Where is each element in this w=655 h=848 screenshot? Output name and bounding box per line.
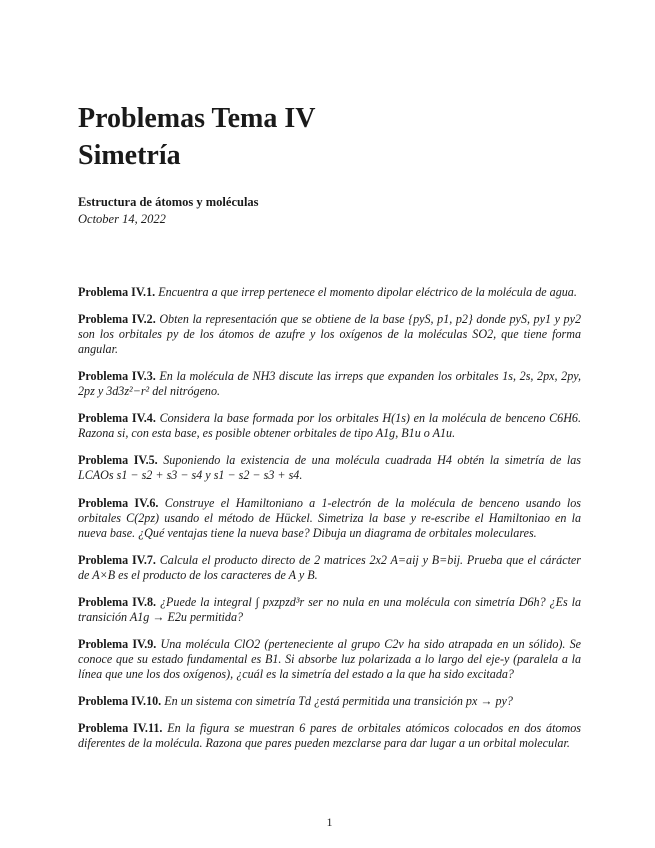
document-subtitle: Estructura de átomos y moléculas <box>78 195 259 209</box>
problem-item <box>78 694 581 709</box>
problem-item <box>78 496 581 541</box>
problem-label: Problema IV.2. <box>78 312 156 327</box>
problem-label: Problema IV.9. <box>78 636 157 651</box>
title-line-1: Problemas Tema IV <box>78 103 316 134</box>
problem-label: Problema IV.10. <box>78 693 162 708</box>
problem-item <box>78 721 581 751</box>
problem-label: Problema IV.8. <box>78 594 157 609</box>
problem-item <box>78 553 581 583</box>
problem-item <box>78 595 581 625</box>
problem-text: En un sistema con simetría Td ¿está permitida una transición px → py? <box>164 693 513 708</box>
problem-label: Problema IV.5. <box>78 453 158 468</box>
problem-label: Problema IV.3. <box>78 369 156 384</box>
problem-item <box>78 369 581 399</box>
problem-text: Obten la representación que se obtiene de la base {pyS, p1, p2} donde pyS, py1 y py2 son los orbitales py de los átomos de azufre y los oxígenos de la moléculas SO2, que tiene forma angular. <box>78 312 582 357</box>
problem-label: Problema IV.11. <box>78 721 163 736</box>
problem-text: En la figura se muestran 6 pares de orbitales atómicos colocados en dos átomos diferentes de la molécula. Razona que pares pueden mezclarse para dar lugar a un orbital molecular. <box>78 721 581 751</box>
problem-text: Construye el Hamiltoniano a 1-electrón de la molécula de benceno usando los orbitales C(2pz) usando el método de Hückel. Simetriza la base y re-escribe el Hamiltoniao en la nueva base. ¿Qué ventajas tiene la nueva base? Dibuja un diagrama de orbitales moleculares. <box>78 495 582 540</box>
problem-label: Problema IV.7. <box>78 552 156 567</box>
problem-text: Considera la base formada por los orbitales H(1s) en la molécula de benceno C6H6. Razona si, con esta base, es posible obtener orbitales de tipo A1g, B1u o A1u. <box>78 411 581 441</box>
document-date: October 14, 2022 <box>78 212 166 226</box>
problem-text: Suponiendo la existencia de una molécula cuadrada H4 obtén la simetría de las LCAOs s1 − s2 + s3 − s4 y s1 − s2 − s3 + s4. <box>78 453 582 483</box>
problem-item <box>78 312 581 357</box>
problem-label: Problema IV.1. <box>78 285 156 300</box>
problem-item <box>78 637 581 682</box>
title-line-2: Simetría <box>78 140 181 171</box>
document-title <box>78 100 316 174</box>
problem-item <box>78 285 581 300</box>
problem-text: Encuentra a que irrep pertenece el momento dipolar eléctrico de la molécula de agua. <box>158 285 577 300</box>
problem-text: En la molécula de NH3 discute las irreps que expanden los orbitales 1s, 2s, 2px, 2py, 2pz y 3d3z²−r² del nitrógeno. <box>78 369 581 399</box>
problem-list <box>78 273 581 762</box>
problem-item <box>78 411 581 441</box>
problem-item <box>78 453 581 483</box>
problem-text: Una molécula ClO2 (perteneciente al grupo C2v ha sido atrapada en un sólido). Se conoce que su estado fundamental es B1. Si absorbe luz polarizada a lo largo del eje-y (paralela a la línea que une los dos oxígenos), ¿cuál es la simetría del estado a la que ha sido excitada? <box>78 636 581 681</box>
problem-label: Problema IV.4. <box>78 411 156 426</box>
problem-label: Problema IV.6. <box>78 495 159 510</box>
problem-text: ¿Puede la integral ∫ pxzpzd³r ser no nula en una molécula con simetría D6h? ¿Es la transición A1g → E2u permitida? <box>78 594 581 624</box>
page-number: 1 <box>326 815 333 829</box>
problem-text: Calcula el producto directo de 2 matrices 2x2 A=aij y B=bij. Prueba que el cárácter de A×B es el producto de los caracteres de A y B. <box>78 552 582 582</box>
